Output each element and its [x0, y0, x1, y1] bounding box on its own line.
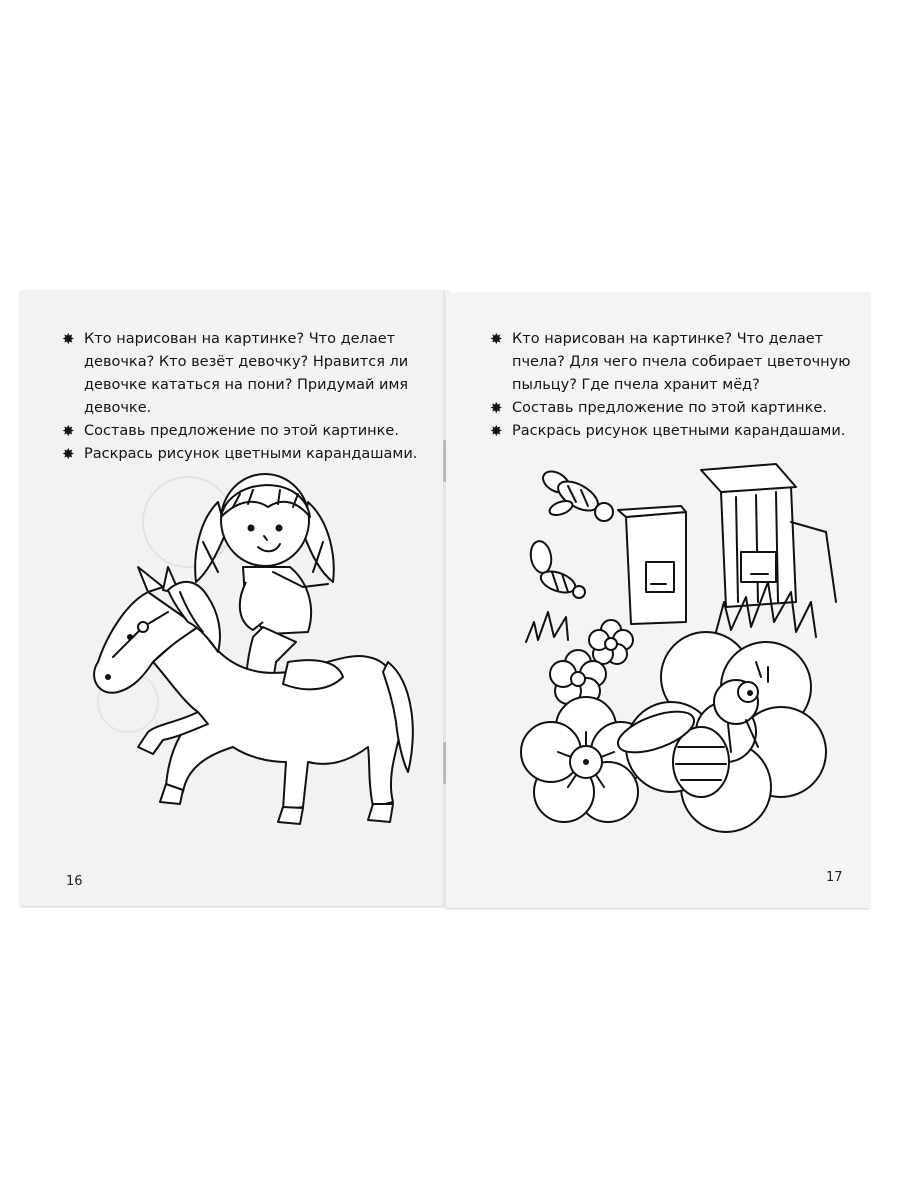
task-item: ✸ Составь предложение по этой картинке.: [490, 397, 860, 420]
bullet-icon: ✸: [490, 422, 503, 440]
bullet-icon: ✸: [62, 422, 75, 440]
page-17: [446, 292, 870, 908]
task-item: ✸ Кто нарисован на картинке? Что делает пчела? Для чего пчела собирает цветочную пыльцу? Где пчела хранит мёд?: [490, 330, 851, 393]
task-item: ✸ Раскрась рисунок цветными карандашами.: [490, 420, 860, 443]
task-item: ✸ Составь предложение по этой картинке.: [62, 420, 432, 443]
page-number: 16: [66, 874, 83, 889]
task-item: ✸ Кто нарисован на картинке? Что делает девочка? Кто везёт девочку? Нравится ли девочке кататься на пони? Придумай имя девочке.: [62, 330, 409, 416]
page-16: [20, 290, 446, 906]
task-item: ✸ Раскрась рисунок цветными карандашами.: [62, 443, 432, 466]
bullet-icon: ✸: [62, 330, 75, 348]
girl-on-pony-drawing: [68, 462, 418, 842]
bullet-icon: ✸: [490, 330, 503, 348]
page-number: 17: [826, 870, 843, 885]
task-list-right: [490, 328, 860, 443]
bees-hives-flowers-drawing: [506, 462, 846, 852]
task-list-left: [62, 328, 432, 466]
bullet-icon: ✸: [490, 399, 503, 417]
open-booklet: [20, 290, 870, 910]
bullet-icon: ✸: [62, 445, 75, 463]
